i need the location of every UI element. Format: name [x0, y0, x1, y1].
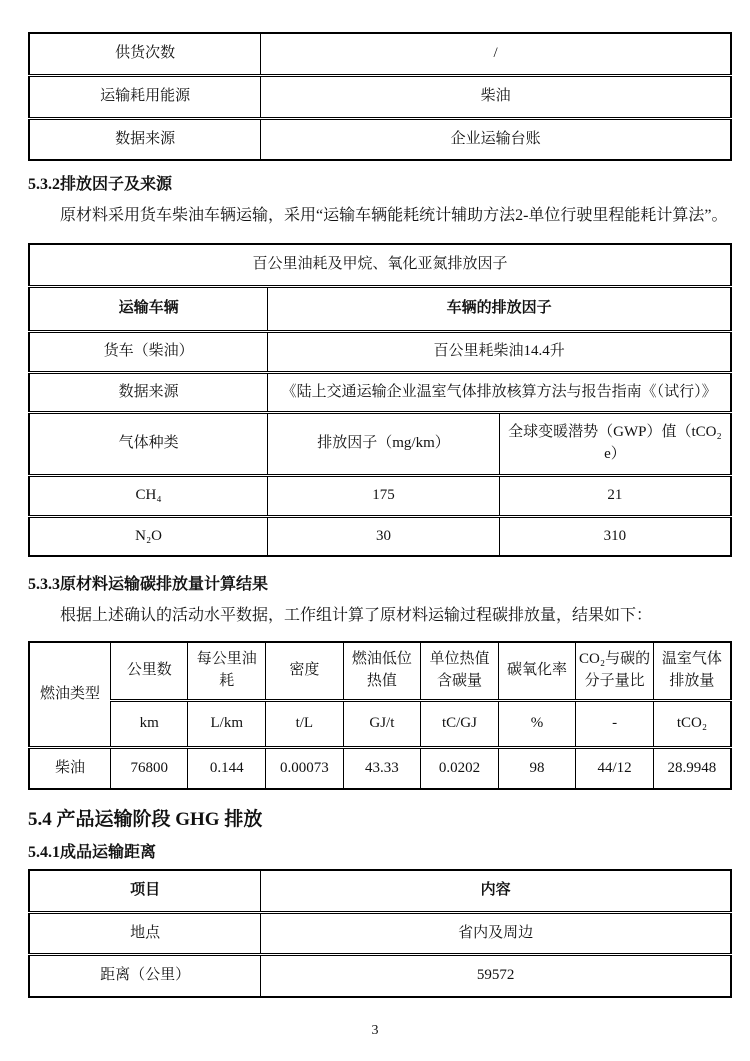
column-header: 内容	[261, 870, 731, 912]
gas-gwp: 310	[499, 516, 731, 556]
unit-cell: -	[576, 700, 654, 747]
row-label: 货车（柴油）	[29, 331, 268, 372]
table-row	[29, 912, 731, 955]
unit-cell: km	[110, 700, 188, 747]
row-label: 地点	[29, 912, 261, 955]
column-header: 车辆的排放因子	[268, 287, 731, 332]
data-cell: 76800	[110, 747, 188, 789]
emission-factor-table	[28, 243, 732, 557]
data-cell: 28.9948	[653, 747, 731, 789]
unit-cell: GJ/t	[343, 700, 421, 747]
row-value: 百公里耗柴油14.4升	[268, 331, 731, 372]
data-cell: 44/12	[576, 747, 654, 789]
gas-factor: 30	[268, 516, 500, 556]
data-cell: 0.0202	[421, 747, 499, 789]
column-header: 燃油类型	[29, 642, 110, 747]
row-label: 数据来源	[29, 118, 261, 160]
table-row	[29, 516, 731, 556]
table-row	[29, 475, 731, 516]
row-value: 省内及周边	[261, 912, 731, 955]
supply-info-table	[28, 32, 732, 161]
data-cell: 0.144	[188, 747, 266, 789]
table-row	[29, 118, 731, 160]
table-row	[29, 287, 731, 332]
table-row	[29, 75, 731, 118]
paragraph-5-3-3: 根据上述确认的活动水平数据，工作组计算了原材料运输过程碳排放量，结果如下：	[60, 607, 653, 625]
heading-5-3-2: 5.3.2排放因子及来源	[28, 176, 173, 194]
gas-factor: 175	[268, 475, 500, 516]
row-label: 运输耗用能源	[29, 75, 261, 118]
transport-emission-calc-table	[28, 641, 732, 790]
data-cell: 柴油	[29, 747, 110, 789]
unit-cell: tC/GJ	[421, 700, 499, 747]
row-value: 《陆上交通运输企业温室气体排放核算方法与报告指南《（试行）》	[268, 372, 731, 413]
table-row	[29, 413, 731, 476]
gas-name: CH₄	[29, 475, 268, 516]
heading-5-4: 5.4 产品运输阶段 GHG 排放	[28, 809, 263, 831]
column-header: 运输车辆	[29, 287, 268, 332]
table-row	[29, 955, 731, 997]
data-cell: 98	[498, 747, 576, 789]
table-row	[29, 244, 731, 286]
column-header: 项目	[29, 870, 261, 912]
table-title: 百公里油耗及甲烷、氧化亚氮排放因子	[29, 244, 731, 286]
table-row	[29, 372, 731, 413]
column-header: 排放因子（mg/km）	[268, 413, 500, 476]
table-row	[29, 642, 731, 700]
unit-cell: tCO₂	[653, 700, 731, 747]
data-cell: 0.00073	[266, 747, 344, 789]
row-value: 企业运输台账	[261, 118, 731, 160]
data-cell: 43.33	[343, 747, 421, 789]
row-label: 供货次数	[29, 33, 261, 75]
gas-name: N₂O	[29, 516, 268, 556]
product-distance-table	[28, 869, 732, 998]
gas-gwp: 21	[499, 475, 731, 516]
column-header: 公里数	[110, 642, 188, 700]
column-header: 碳氧化率	[498, 642, 576, 700]
unit-cell: %	[498, 700, 576, 747]
unit-cell: L/km	[188, 700, 266, 747]
heading-5-3-3: 5.3.3原材料运输碳排放量计算结果	[28, 576, 269, 594]
table-row	[29, 331, 731, 372]
row-value: /	[261, 33, 731, 75]
row-value: 柴油	[261, 75, 731, 118]
page-number: 3	[371, 1023, 379, 1038]
row-label: 距离（公里）	[29, 955, 261, 997]
table-row	[29, 747, 731, 789]
column-header: 温室气体排放量	[653, 642, 731, 700]
column-header: 单位热值含碳量	[421, 642, 499, 700]
unit-cell: t/L	[266, 700, 344, 747]
table-row	[29, 700, 731, 747]
column-header: 每公里油耗	[188, 642, 266, 700]
heading-5-4-1: 5.4.1成品运输距离	[28, 843, 157, 861]
paragraph-5-3-2: 原材料采用货车柴油车辆运输，采用“运输车辆能耗统计辅助方法2-单位行驶里程能耗计算法”。	[60, 207, 728, 225]
row-label: 数据来源	[29, 372, 268, 413]
column-header: 全球变暖潜势（GWP）值（tCO₂e）	[499, 413, 731, 476]
table-row	[29, 33, 731, 75]
table-row	[29, 870, 731, 912]
column-header: 密度	[266, 642, 344, 700]
column-header: CO₂与碳的分子量比	[576, 642, 654, 700]
row-value: 59572	[261, 955, 731, 997]
column-header: 燃油低位热值	[343, 642, 421, 700]
column-header: 气体种类	[29, 413, 268, 476]
